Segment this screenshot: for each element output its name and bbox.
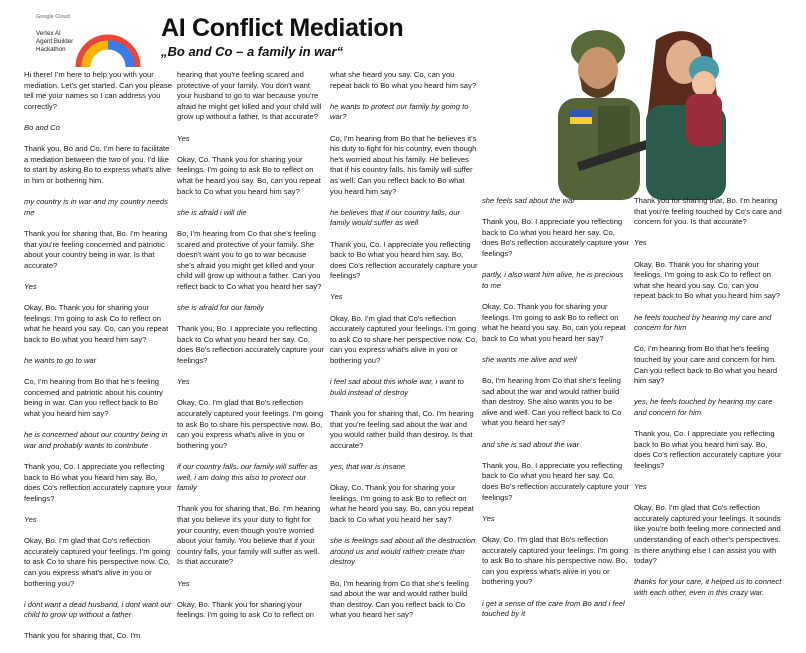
user-message: and she is sad about the war (482, 439, 580, 449)
mediator-message: Okay, Co. Thank you for sharing your feelings. I'm going to ask Bo to reflect on what he heard you say. Bo, can you repeat back to Co what you heard her say? (482, 301, 626, 343)
user-message: he is concerned about our country being in war and probably wants to contribute (24, 430, 168, 450)
mediator-message: Okay, Bo. I'm glad that Co's reflection accurately captured your feelings. It sounds like you're both feeling more connected and understanding of each other's perspectives. Is there anything else I can assist you with today? (634, 503, 781, 566)
mediator-message: Thank you, Co. I appreciate you reflecting back to Bo what you heard him say. Bo, does Co's reflection accurately capture your feelings? (24, 461, 172, 503)
mediator-message: Co, I'm hearing from Bo that he believes it's his duty to fight for his country, even though he's worried about his family. He believes that if his country falls, his family will suffer as well. Can you reflect back to Bo what you heard him say? (330, 133, 477, 196)
mediator-message: Okay, Bo. Thank you for sharing your feelings. I'm going to ask Co to reflect on what she heard you say. Co, can you repeat back to Bo what you heard him say? (634, 259, 781, 301)
mediator-message: Bo, I'm hearing from Co that she's feeling sad about the war and would rather build than destroy. Can you reflect back to Co what you heard her say? (330, 578, 469, 620)
user-message: she feels sad about the war (482, 196, 575, 205)
mediator-message: Okay, Bo. Thank you for sharing your feelings. I'm going to ask Co to reflect on (177, 599, 314, 620)
mediator-message: Thank you, Bo. I appreciate you reflecting back to Co what you heard her say. Co, does Bo's reflection accurately capture your feelings? (482, 460, 630, 502)
mediator-message: what she heard you say. Co, can you repeat back to Bo what you heard him say? (330, 70, 477, 90)
user-message: Yes (177, 377, 190, 387)
mediator-message: Thank you, Co. I appreciate you reflecting back to Bo what you heard him say. Bo, does Co's reflection accurately capture your feelings? (634, 429, 782, 470)
user-message: partly, i also want him alive, he is precious to me (482, 270, 624, 290)
user-message: she is feelings sad about all the destruction around us and would rathetr create than destroy (330, 536, 476, 567)
mediator-message: Thank you for sharing that, Bo. I'm hearing that you believe it's your duty to fight for your country, even though you're worried about your family. You believe that if your country falls, your family will suffer as well. Is that accurate? (177, 504, 321, 567)
user-message: he believes that if our country falls, our family would suffer as well (330, 207, 461, 228)
user-message: Yes (330, 292, 343, 302)
user-message: i dont want a dead husband, i dont want our child to grow up without a father (24, 599, 172, 620)
user-message: Yes (24, 281, 37, 291)
user-message: yes, he feels touched by hearing my care and concern for him (634, 397, 773, 417)
user-message: if our country falls, our family will suffer as well, i am doing this also to protect our family (177, 461, 318, 493)
user-message: he feels touched by hearing my care and concern for him (634, 312, 772, 333)
mediator-message: Okay, Co. I'm glad that Bo's reflection accurately captured your feelings. I'm going to ask Bo to share his perspective now. Bo, can you express what's alive in you or bothering you? (177, 398, 324, 450)
user-message: thanks for your care, it helped us to connect with each other, even in this crazy war. (634, 577, 782, 597)
user-message: she wants me alive and well (482, 354, 577, 364)
brand-hackathon-label (36, 30, 73, 54)
mediator-message: Thank you for sharing that, Bo. I'm hearing that you're feeling touched by Co's care and concern for you. Is that accurate? (634, 196, 782, 227)
mediator-message: Okay, Co. I'm glad that Bo's reflection accurately captured your feelings. I'm going to ask Bo to share his perspective now. Bo, can you express what's alive in you or bothering you? (482, 535, 629, 587)
mediator-message: Thank you, Bo. I appreciate you reflecting back to Co what you heard her say. Co, does Bo's reflection accurately capture your feelings? (177, 324, 325, 366)
user-message: i get a sense of the care from Bo and i feel touched by it (482, 598, 625, 619)
user-message: yes, that war is insane (330, 461, 406, 471)
mediator-message: Co, I'm hearing from Bo that he's feeling concerned and patriotic about his country being in war. Can you reflect back to Bo what you heard him say? (24, 377, 163, 418)
user-message: he wants to go to war (24, 356, 97, 366)
user-message: Yes (482, 513, 495, 523)
brand-line: Hackathon (36, 46, 66, 53)
user-message: Bo and Co (24, 122, 60, 132)
mediator-message: hearing that you're feeling scared and protective of your family. You don't want your husband to go to war because you're afraid he might get killed and your child will grow up without a father. Is that accurate? (177, 70, 322, 122)
mediator-message: Bo, I'm hearing from Co that she's feeling scared and protective of your family. She doesn't want you to go to war because she's afraid you might get killed and your child will grow up without a father. Can you reflect back to Co what you heard her say? (177, 228, 322, 291)
brand-line: Agent Builder (36, 38, 74, 45)
user-message: he wants to protect our family by going to war? (330, 101, 469, 122)
user-message: my country is in war and my country needs me (24, 197, 168, 217)
mediator-message: Thank you for sharing that, Co. I'm (24, 631, 141, 641)
transcript-column-4 (482, 196, 630, 630)
user-message: she is afraid for our family (177, 303, 264, 313)
page-subtitle: „Bo and Co – a family in war“ (161, 44, 344, 59)
user-message: i feel sad about this whole war, i want to build instead of destroy (330, 377, 464, 397)
mediator-message: Co, I'm hearing from Bo that he's feeling touched by your care and concern for him. Can you reflect back to Bo what you heard him say? (634, 344, 778, 386)
user-message: she is afraid i will die (177, 207, 247, 217)
mediator-message: Hi there! I'm here to help you with your mediation. Let's get started. Can you please tell me your names so I can address you correctly? (24, 70, 172, 111)
user-message: Yes (634, 238, 647, 248)
page-title: AI Conflict Mediation (161, 14, 404, 42)
user-message: Yes (634, 482, 647, 492)
mediator-message: Thank you, Co. I appreciate you reflecting back to Bo what you heard him say. Bo, does Co's reflection accurately capture your feelings? (330, 239, 478, 281)
brand-line: Vertex AI (36, 30, 61, 37)
mediator-message: Okay, Co. Thank you for sharing your feelings. I'm going to ask Bo to reflect on what he heard you say. Bo, can you repeat back to Co what you heard her say? (330, 483, 474, 524)
mediator-message: Thank you for sharing that, Bo. I'm hearing that you're feeling concerned and patriotic about your country being in war. Is that accurate? (24, 228, 168, 270)
user-message: Yes (177, 133, 190, 143)
transcript-column-2 (177, 70, 325, 631)
mediator-message: Thank you, Bo. I appreciate you reflecting back to Co what you heard her say. Co, does Bo's reflection accurately capture your feelings? (482, 217, 630, 258)
mediator-message: Bo, I'm hearing from Co that she's feeling sad about the war and would rather build than destroy. She also wants you to be alive and well. Can you reflect back to Co what you heard her say? (482, 376, 622, 428)
mediator-message: Thank you for sharing that, Co. I'm hearing that you're feeling sad about the war and you would rather build than destroy. Is that accurate? (330, 409, 474, 450)
user-message: Yes (24, 514, 37, 524)
mediator-message: Okay, Bo. I'm glad that Co's reflection accurately captured your feelings. I'm going to ask Co to share her perspective now. Co, can you express what's alive in you or bothering you? (330, 313, 478, 366)
brand-google-cloud: Google Cloud (36, 14, 70, 20)
mediator-message: Okay, Co. Thank you for sharing your feelings. I'm going to ask Bo to reflect on what he heard you say. Bo, can you repeat back to Co what you heard him say? (177, 154, 321, 196)
mediator-message: Okay, Bo. I'm glad that Co's reflection accurately captured your feelings. I'm going to ask Co to share his perspective now. Co, can you express what's alive in you or bothering you? (24, 536, 171, 588)
transcript-column-5 (634, 196, 782, 609)
mediator-message: Thank you, Bo and Co. I'm here to facilitate a mediation between the two of you. I'd like to start by asking Bo to express what's alive in him or bothering him. (24, 144, 172, 185)
mediator-message: Okay, Bo. Thank you for sharing your feelings. I'm going to ask Co to reflect on what he heard you say. Co, can you repeat back to Bo what you heard him say? (24, 303, 169, 344)
user-message: Yes (177, 578, 190, 588)
transcript-column-3 (330, 70, 478, 631)
transcript-column-1 (24, 70, 172, 653)
family-illustration (536, 10, 734, 200)
